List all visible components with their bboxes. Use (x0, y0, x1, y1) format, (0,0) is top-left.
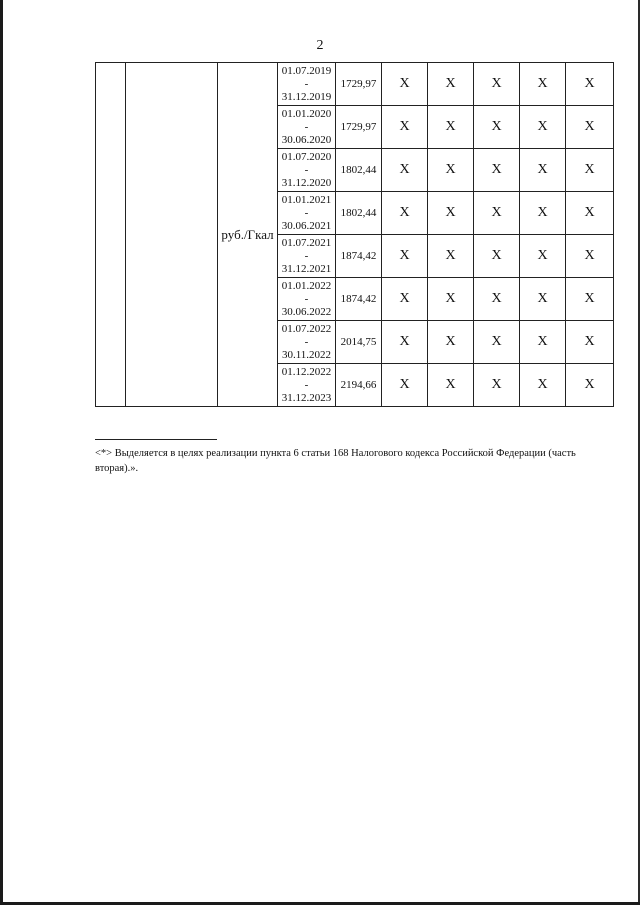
period-from: 01.07.2020 (281, 150, 332, 163)
period-from: 01.07.2021 (281, 236, 332, 249)
x-mark-cell: X (428, 278, 474, 321)
x-mark-cell: X (520, 149, 566, 192)
period-cell (278, 149, 336, 192)
x-mark-cell: X (566, 149, 614, 192)
period-sep: - (304, 206, 309, 219)
x-mark-cell: X (382, 192, 428, 235)
period-from: 01.01.2021 (281, 193, 332, 206)
x-mark-cell: X (474, 278, 520, 321)
x-mark-cell: X (520, 235, 566, 278)
x-mark-cell: X (428, 321, 474, 364)
x-mark-cell: X (566, 278, 614, 321)
x-mark-cell: X (428, 149, 474, 192)
period-from: 01.12.2022 (281, 365, 332, 378)
x-mark-cell: X (474, 192, 520, 235)
tariff-value: 2194,66 (336, 364, 382, 407)
period-to: 30.06.2020 (281, 133, 332, 146)
x-mark-cell: X (566, 63, 614, 106)
tariff-value: 1802,44 (336, 192, 382, 235)
x-mark-cell: X (428, 364, 474, 407)
x-mark-cell: X (382, 364, 428, 407)
x-mark-cell: X (520, 192, 566, 235)
x-mark-cell: X (428, 106, 474, 149)
x-mark-cell: X (382, 235, 428, 278)
x-mark-cell: X (566, 364, 614, 407)
period-to: 30.06.2021 (281, 219, 332, 232)
x-mark-cell: X (382, 149, 428, 192)
consumer-group-cell (126, 63, 218, 407)
x-mark-cell: X (520, 63, 566, 106)
x-mark-cell: X (382, 106, 428, 149)
period-cell (278, 364, 336, 407)
period-to: 30.11.2022 (281, 348, 332, 361)
x-mark-cell: X (566, 192, 614, 235)
period-to: 31.12.2020 (281, 176, 332, 189)
footnote-rule (95, 439, 217, 440)
period-sep: - (304, 120, 309, 133)
x-mark-cell: X (520, 106, 566, 149)
period-to: 31.12.2019 (281, 90, 332, 103)
x-mark-cell: X (520, 321, 566, 364)
table-row (96, 63, 614, 106)
unit-cell: руб./Гкал (218, 63, 278, 407)
tariff-value: 2014,75 (336, 321, 382, 364)
tariff-value: 1729,97 (336, 106, 382, 149)
x-mark-cell: X (566, 235, 614, 278)
x-mark-cell: X (382, 278, 428, 321)
period-sep: - (304, 378, 309, 391)
x-mark-cell: X (382, 321, 428, 364)
tariff-value: 1874,42 (336, 235, 382, 278)
period-from: 01.01.2020 (281, 107, 332, 120)
tariff-value: 1802,44 (336, 149, 382, 192)
period-to: 31.12.2021 (281, 262, 332, 275)
period-from: 01.01.2022 (281, 279, 332, 292)
x-mark-cell: X (474, 149, 520, 192)
period-cell (278, 63, 336, 106)
period-cell (278, 278, 336, 321)
x-mark-cell: X (474, 364, 520, 407)
period-cell (278, 106, 336, 149)
period-sep: - (304, 335, 309, 348)
tariff-table (95, 62, 614, 407)
period-cell (278, 235, 336, 278)
period-sep: - (304, 77, 309, 90)
tariff-value: 1874,42 (336, 278, 382, 321)
period-from: 01.07.2019 (281, 64, 332, 77)
period-cell (278, 192, 336, 235)
x-mark-cell: X (520, 364, 566, 407)
period-sep: - (304, 249, 309, 262)
scan-edge-left (0, 0, 3, 905)
x-mark-cell: X (520, 278, 566, 321)
x-mark-cell: X (474, 235, 520, 278)
x-mark-cell: X (474, 321, 520, 364)
x-mark-cell: X (428, 192, 474, 235)
period-from: 01.07.2022 (281, 322, 332, 335)
period-sep: - (304, 163, 309, 176)
period-cell (278, 321, 336, 364)
period-sep: - (304, 292, 309, 305)
footnote: <*> Выделяется в целях реализации пункта 6 статьи 168 Налогового кодекса Российской Федерации (часть вторая).». (95, 448, 576, 474)
x-mark-cell: X (474, 63, 520, 106)
x-mark-cell: X (382, 63, 428, 106)
x-mark-cell: X (428, 63, 474, 106)
x-mark-cell: X (566, 106, 614, 149)
row-number-cell (96, 63, 126, 407)
period-to: 31.12.2023 (281, 391, 332, 404)
x-mark-cell: X (474, 106, 520, 149)
x-mark-cell: X (428, 235, 474, 278)
page-number: 2 (316, 38, 324, 53)
tariff-value: 1729,97 (336, 63, 382, 106)
x-mark-cell: X (566, 321, 614, 364)
period-to: 30.06.2022 (281, 305, 332, 318)
